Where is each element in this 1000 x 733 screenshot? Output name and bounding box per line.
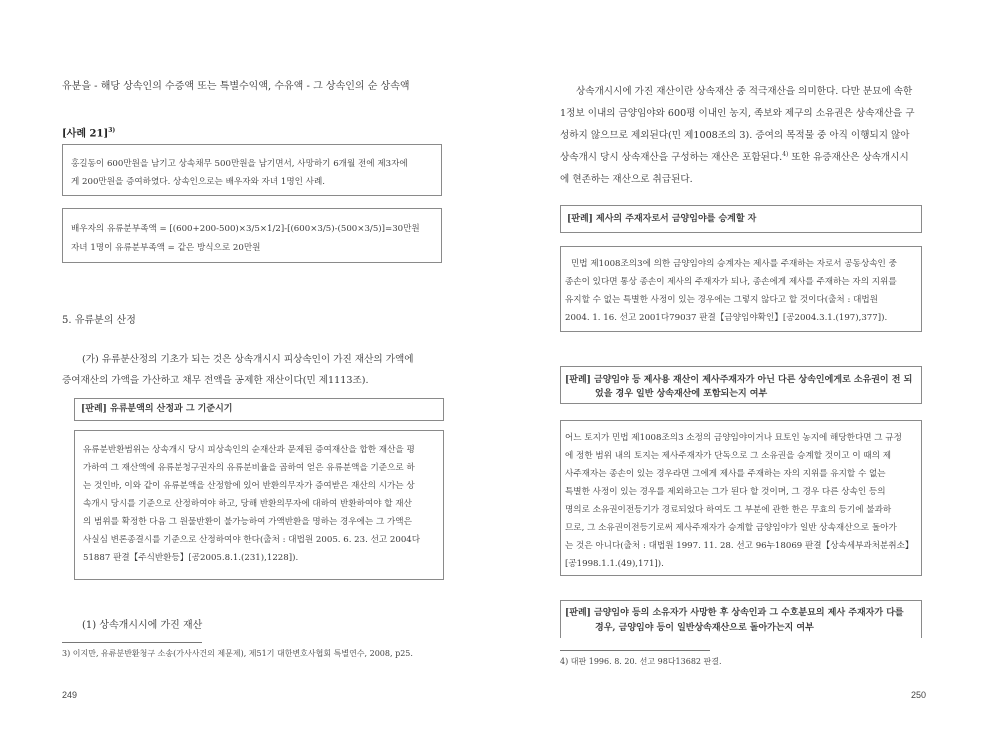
page-number-left: 249 (62, 690, 78, 700)
left-footnote: 3) 이지만, 유류분반환청구 소송(가사사건의 제문제), 제51기 대한변호사협회 특별연수, 2008, p25. (62, 649, 413, 658)
panre1-title-box (74, 398, 444, 421)
left-para-line-2: 증여재산의 가액을 가산하고 채무 전액을 공제한 재산이다(민 제1113조). (62, 375, 369, 386)
page-number-right: 250 (911, 690, 927, 700)
panre2-line: 민법 제1008조의3에 의한 금양임야의 승계자는 제사를 주재하는 자로서 공동상속인 중 (571, 259, 897, 269)
panre3-title-box (560, 366, 922, 404)
panre4-title-line-1: [판례] 금양임야 등의 소유자가 사망한 후 상속인과 그 수호분묘의 제사 주재자가 다를 (565, 608, 904, 618)
panre2-title-box (560, 205, 922, 233)
panre3-title-line-1: [판례] 금양임야 등 제사용 재산이 제사주재자가 아닌 다른 상속인에게로 소유권이 전 되 (565, 375, 913, 385)
para-footnote-ref: 4) (782, 150, 789, 158)
panre3-line: 어느 토지가 민법 제1008조의3 소정의 금양임야이거나 묘토인 농지에 해당한다면 그 규정 (565, 433, 902, 443)
panre2-line: 유지할 수 없는 특별한 사정이 있는 경우에는 그렇지 않다고 할 것이다(출처 : 대법원 (565, 295, 878, 305)
panre3-line: 에 정한 범위 내의 토지는 제사주재자가 단독으로 그 소유권을 승계할 것이고 이 때의 제 (565, 451, 892, 461)
case21-title (62, 127, 115, 140)
panre3-line: 사주재자는 종손이 있는 경우라면 그에게 제사를 주재하는 자의 지위를 유지할 수 없는 (565, 469, 886, 479)
right-para-line-4b: 또한 유증재산은 상속개시시 (791, 152, 909, 163)
panre1-line: 가하여 그 재산액에 유류분청구권자의 유류분비율을 곱하여 얻은 유류분액을 기준으로 하 (83, 463, 415, 473)
footnote-rule (560, 650, 710, 651)
panre1-body-box (74, 430, 444, 580)
panre2-body-box (560, 246, 922, 332)
case21-title-text: [사례 21] (62, 128, 109, 140)
footnote-rule (62, 642, 202, 643)
panre4-title-box (560, 600, 922, 638)
right-para-line-2: 1정보 이내의 금양임야와 600평 이내인 농지, 족보와 제구의 소유권은 상속재산을 구 (560, 108, 915, 119)
case21-footnote-ref: 3) (108, 127, 116, 134)
panre2-title: [판례] 제사의 주재자로서 금양임야를 승계할 자 (567, 214, 757, 224)
panre1-line: 의 범위를 확정한 다음 그 원물반환이 불가능하여 가액반환을 명하는 경우에는 그 가액은 (83, 517, 412, 527)
panre2-line: 종손이 있다면 통상 종손이 제사의 주재자가 되나, 종손에게 제사를 주재하는 자의 지위를 (565, 277, 897, 287)
panre3-title-line-2: 었을 경우 일반 상속재산에 포함되는지 여부 (595, 389, 768, 399)
panre3-line: 므로, 그 소유권이전등기로써 제사주재자가 승계할 금양임야가 일반 상속재산으로 돌아가 (565, 523, 897, 533)
right-para-line-3: 성하지 않으므로 제외된다(민 제1008조의 3). 증여의 목적물 중 아직 이행되지 않아 (560, 130, 910, 141)
right-page (500, 0, 1000, 733)
panre1-line: 51887 판결【주식반환등】[공2005.8.1.(231),1228]). (83, 553, 299, 563)
intro-line: 유분을 - 해당 상속인의 수증액 또는 특별수익액, 수유액 - 그 상속인의 순 상속액 (62, 81, 410, 92)
panre1-line: 는 것인바, 이와 같이 유류분액을 산정함에 있어 반환의무자가 증여받은 재산의 시가는 상 (83, 481, 415, 491)
panre1-title: [판례] 유류분액의 산정과 그 기준시기 (81, 404, 233, 414)
panre3-line: [공1998.1.1.(49),171]). (565, 559, 664, 569)
panre1-line: 사실심 변론종결시를 기준으로 산정하여야 한다(출처 : 대법원 2005. 6. 23. 선고 2004다 (83, 535, 421, 545)
panre4-title-line-2: 경우, 금양임야 등이 일반상속재산으로 돌아가는지 여부 (595, 623, 814, 633)
panre1-line: 속개시 당시를 기준으로 산정하여야 하고, 당해 반환의무자에 대하여 반환하여야 할 재산 (83, 499, 412, 509)
case21-calc-line-1: 배우자의 유류분부족액 = [(600+200-500)×3/5×1/2]-[(600×3/5)-(500×3/5)]=30만원 (71, 224, 420, 234)
right-para-line-4 (560, 149, 909, 163)
panre1-line: 유류분반환범위는 상속개시 당시 피상속인의 순재산과 문제된 증여재산을 합한 재산을 평 (83, 445, 415, 455)
subsection-1-title: (1) 상속개시시에 가진 재산 (82, 620, 203, 631)
right-para-line-1: 상속개시시에 가진 재산이란 상속재산 중 적극재산을 의미한다. 다만 분묘에 속한 (576, 86, 913, 97)
panre3-line: 명의로 소유권이전등기가 경료되었다 하여도 그 부분에 관한 한은 무효의 등기에 불과하 (565, 505, 892, 515)
panre3-line: 특별한 사정이 있는 경우를 제외하고는 그가 된다 할 것이며, 그 경우 다른 상속인 등의 (565, 487, 886, 497)
case21-scenario-box (62, 144, 442, 196)
right-para-line-4a: 상속개시 당시 상속재산을 구성하는 재산은 포함된다. (560, 152, 783, 163)
right-para-line-5: 에 현존하는 재산으로 취급된다. (560, 174, 693, 185)
section-5-title: 5. 유류분의 산정 (62, 315, 136, 326)
case21-scenario-line-1: 홍길동이 600만원을 남기고 상속채무 500만원을 남기면서, 사망하기 6개월 전에 제3자에 (71, 159, 408, 169)
left-para-line-1: (가) 유류분산정의 기초가 되는 것은 상속개시시 피상속인이 가진 재산의 가액에 (82, 354, 414, 365)
panre2-line: 2004. 1. 16. 선고 2001다79037 판결【금양임야확인】[공2004.3.1.(197),377]). (565, 313, 888, 323)
case21-calc-line-2: 자녀 1명이 유류분부족액 = 같은 방식으로 20만원 (71, 243, 261, 253)
case21-scenario-line-2: 게 200만원을 증여하였다. 상속인으로는 배우자와 자녀 1명인 사례. (71, 177, 325, 187)
panre3-body-box (560, 420, 922, 576)
panre3-line: 는 것은 아니다(출처 : 대법원 1997. 11. 28. 선고 96누18069 판결【상속세부과처분취소】 (565, 541, 914, 551)
case21-calculation-box (62, 208, 442, 263)
right-footnote: 4) 대판 1996. 8. 20. 선고 98다13682 판결. (560, 657, 722, 666)
